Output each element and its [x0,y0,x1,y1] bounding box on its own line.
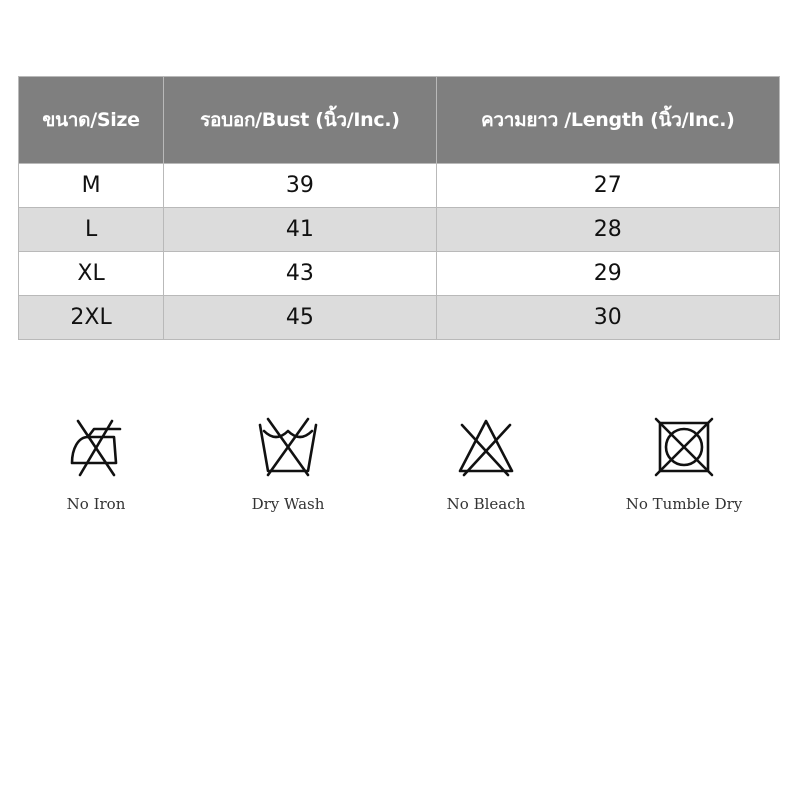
header-size: ขนาด/Size [19,77,164,164]
cell-bust: 39 [164,164,436,208]
cell-bust: 41 [164,208,436,252]
size-chart-table [18,76,780,340]
cell-size: XL [19,252,164,296]
cell-length: 30 [436,296,779,340]
table-row [19,296,780,340]
care-label: No Bleach [446,495,526,513]
cell-size: L [19,208,164,252]
care-item-no-iron [6,415,186,513]
header-length: ความยาว /Length (นิ้ว/Inc.) [436,77,779,164]
cell-bust: 43 [164,252,436,296]
no-iron-icon [68,415,124,479]
cell-length: 29 [436,252,779,296]
table-row [19,252,780,296]
cell-bust: 45 [164,296,436,340]
table-row [19,164,780,208]
no-tumble-dry-icon [652,415,716,479]
table-row [19,208,780,252]
care-label: No Tumble Dry [625,495,743,513]
care-label: Dry Wash [251,495,325,513]
cell-length: 28 [436,208,779,252]
cell-length: 27 [436,164,779,208]
dry-wash-icon [256,415,320,479]
no-bleach-icon [456,415,516,479]
care-item-dry-wash [198,415,378,513]
care-item-no-tumble-dry [594,415,774,513]
care-label: No Iron [66,495,126,513]
header-bust: รอบอก/Bust (นิ้ว/Inc.) [164,77,436,164]
care-item-no-bleach [396,415,576,513]
table-header-row [19,77,780,164]
cell-size: M [19,164,164,208]
cell-size: 2XL [19,296,164,340]
